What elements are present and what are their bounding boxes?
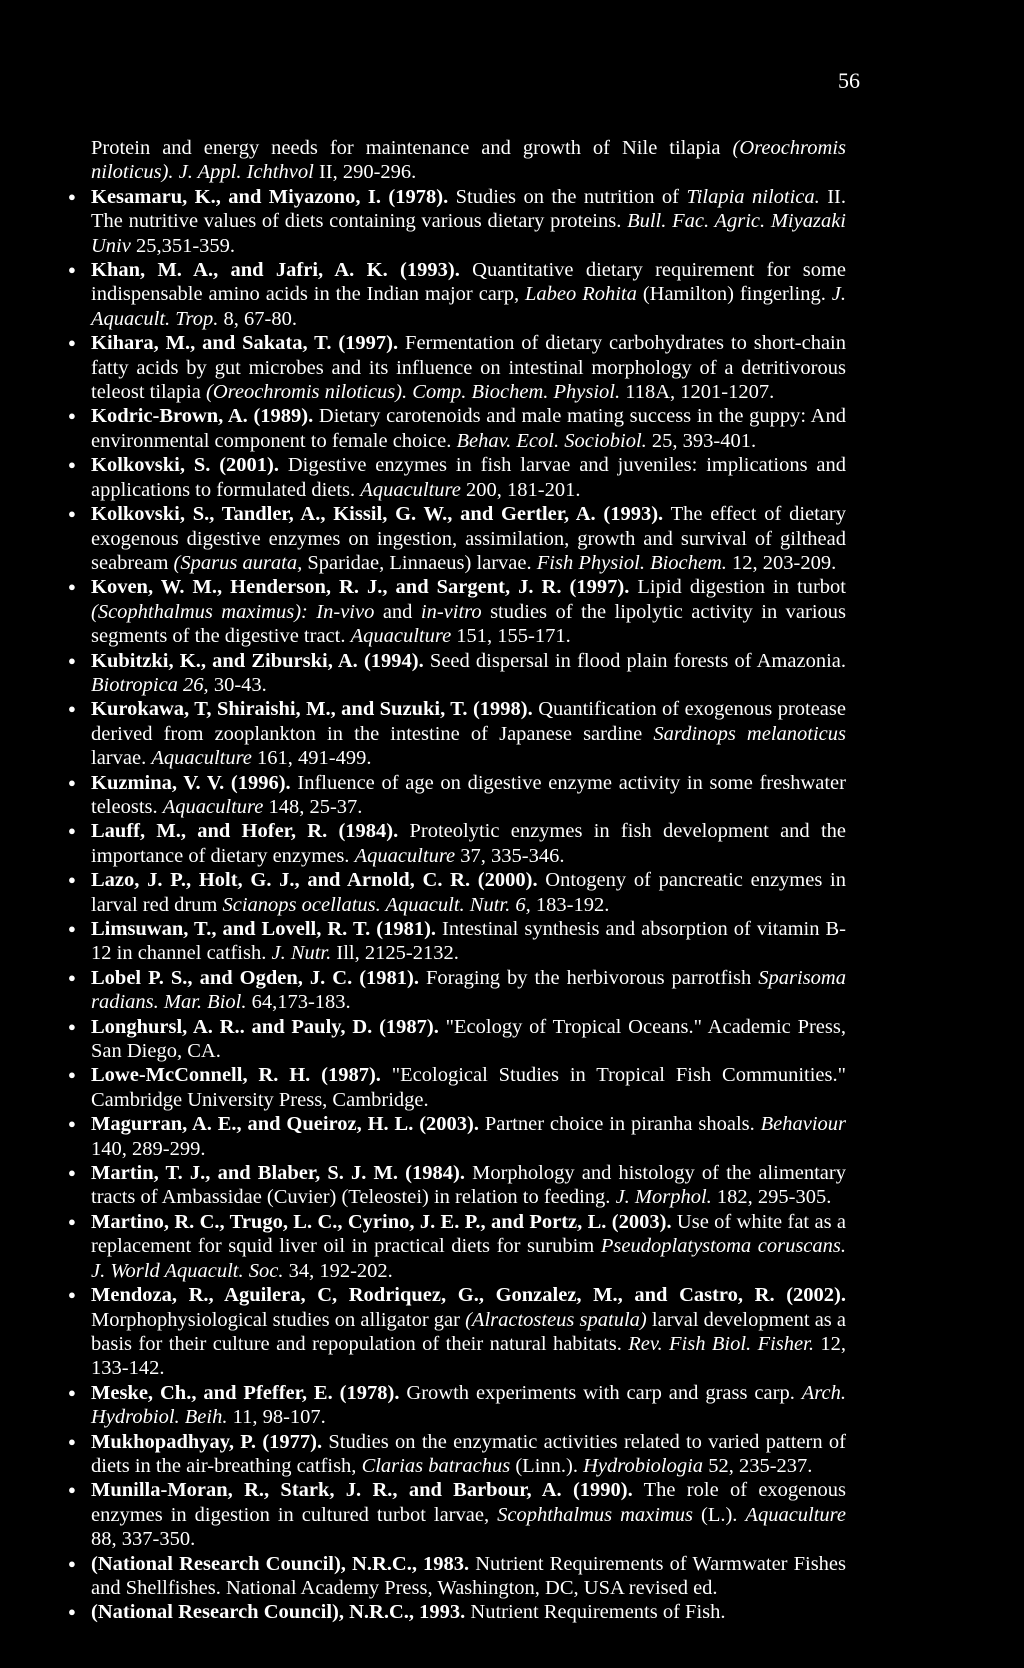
- reference-text: Studies on the nutrition of: [448, 185, 687, 208]
- reference-authors: Munilla-Moran, R., Stark, J. R., and Barbour, A. (1990).: [91, 1479, 633, 1502]
- reference-italic-text: Aquaculture: [162, 795, 264, 818]
- reference-authors: (National Research Council), N.R.C., 1983.: [91, 1552, 470, 1575]
- reference-text: Proteolytic enzymes in fish development and the importance of dietary enzymes.: [91, 820, 846, 867]
- reference-text: Influence of age on digestive enzyme activity in some freshwater teleosts.: [91, 771, 846, 818]
- reference-entry: [70, 1210, 846, 1283]
- reference-entry: [70, 1112, 846, 1161]
- reference-authors: Limsuwan, T., and Lovell, R. T. (1981).: [91, 918, 437, 940]
- reference-text: 30-43.: [208, 673, 267, 696]
- reference-authors: Martin, T. J., and Blaber, S. J. M. (1984).: [91, 1162, 465, 1185]
- reference-text: 118A, 1201-1207.: [620, 381, 775, 404]
- reference-authors: Kolkovski, S. (2001).: [91, 454, 280, 477]
- reference-italic-text: Aquaculture: [151, 747, 252, 770]
- reference-entry: [70, 917, 846, 966]
- reference-text: 34, 192-202.: [283, 1259, 393, 1282]
- reference-italic-text: Sparisoma radians. Mar. Biol.: [91, 966, 846, 1014]
- reference-entry: [70, 1161, 846, 1210]
- reference-text: Partner choice in piranha shoals.: [478, 1113, 761, 1136]
- reference-italic-text: J. Morphol.: [615, 1186, 712, 1209]
- reference-italic-text: (Scophthalmus maximus): In-vivo: [91, 600, 375, 623]
- reference-text: 182, 295-305.: [711, 1186, 832, 1209]
- reference-authors: Khan, M. A., and Jafri, A. K. (1993).: [91, 259, 460, 282]
- reference-italic-text: Scianops ocellatus. Aquacult. Nutr. 6,: [222, 893, 531, 916]
- reference-text: (L.).: [693, 1503, 746, 1526]
- reference-text: Morphology and histology of the alimentary tracts of Ambassidae (Cuvier) (Teleostei) in relation to feeding.: [91, 1162, 846, 1209]
- reference-italic-text: Aquaculture: [745, 1503, 846, 1526]
- reference-italic-text: Tilapia nilotica.: [686, 185, 820, 208]
- reference-text: Foraging by the herbivorous parrotfish: [419, 966, 759, 989]
- reference-entry: [70, 136, 846, 185]
- reference-text: 200, 181-201.: [460, 478, 581, 501]
- reference-entry: [70, 1478, 846, 1551]
- reference-text: larval development as a basis for their culture and repopulation of their natural habitats.: [91, 1308, 846, 1355]
- reference-text: Use of white fat as a replacement for squid liver oil in practical diets for surubim: [91, 1210, 846, 1258]
- reference-text: Morphophysiological studies on alligator gar: [91, 1308, 466, 1331]
- reference-text: Studies on the enzymatic activities related to varied pattern of diets in the air-breathing catfish,: [91, 1430, 846, 1477]
- reference-text: 52, 235-237.: [703, 1454, 813, 1477]
- reference-italic-text: Fish Physiol. Biochem.: [536, 551, 727, 574]
- reference-text: 11, 98-107.: [227, 1406, 326, 1429]
- reference-authors: Kodric-Brown, A. (1989).: [91, 405, 314, 428]
- reference-authors: Kolkovski, S., Tandler, A., Kissil, G. W., and Gertler, A. (1993).: [91, 503, 664, 526]
- reference-text: 25,351-359.: [130, 234, 236, 257]
- reference-entry: [70, 966, 846, 1015]
- reference-authors: Mendoza, R., Aguilera, C, Rodriquez, G., Gonzalez, M., and Castro, R. (2002).: [91, 1284, 846, 1307]
- reference-text: 140, 289-299.: [91, 1137, 206, 1160]
- reference-text: II. The nutritive values of diets containing various dietary proteins.: [91, 185, 846, 233]
- reference-entry: [70, 404, 846, 453]
- reference-italic-text: in-vitro: [420, 600, 482, 623]
- reference-italic-text: Scophthalmus maximus: [497, 1503, 693, 1526]
- reference-entry: [70, 258, 846, 331]
- reference-authors: Longhursl, A. R.. and Pauly, D. (1987).: [91, 1015, 439, 1038]
- page-number: 56: [838, 68, 860, 93]
- reference-authors: Martino, R. C., Trugo, L. C., Cyrino, J. E. P., and Portz, L. (2003).: [91, 1210, 672, 1233]
- reference-text: (Hamilton) fingerling.: [636, 283, 832, 306]
- reference-italic-text: Pseudoplatystoma coruscans. J. World Aquacult. Soc.: [91, 1235, 846, 1282]
- reference-italic-text: (Alractosteus spatula): [465, 1308, 647, 1331]
- reference-entry: [70, 868, 846, 917]
- reference-text: 8, 67-80.: [218, 307, 297, 330]
- reference-authors: Kesamaru, K., and Miyazono, I. (1978).: [91, 185, 449, 208]
- reference-entry: [70, 1381, 846, 1430]
- reference-text: and: [374, 600, 421, 623]
- reference-italic-text: Behaviour: [760, 1113, 846, 1136]
- reference-entry: [70, 649, 846, 698]
- reference-entry: [70, 1063, 846, 1112]
- reference-italic-text: J. Nutr.: [271, 942, 332, 965]
- reference-text: 161, 491-499.: [251, 747, 372, 770]
- reference-text: Fermentation of dietary carbohydrates to short-chain fatty acids by gut microbes and its influence on intestinal morphology of a detritivorous teleost tilapia: [91, 332, 847, 404]
- reference-authors: Magurran, A. E., and Queiroz, H. L. (2003).: [91, 1113, 479, 1136]
- reference-text: 183-192.: [530, 893, 610, 916]
- reference-authors: Lobel P. S., and Ogden, J. C. (1981).: [91, 966, 419, 989]
- reference-italic-text: (Oreochromis niloticus). Comp. Biochem. Physiol.: [206, 381, 621, 404]
- reference-italic-text: Labeo Rohita: [525, 283, 637, 306]
- reference-italic-text: Rev. Fish Biol. Fisher.: [628, 1332, 814, 1355]
- reference-italic-text: Aquaculture: [350, 625, 452, 648]
- reference-list: [70, 136, 846, 1625]
- reference-entry: [70, 575, 846, 648]
- reference-italic-text: Clarias batrachus: [361, 1454, 511, 1477]
- reference-entry: [70, 771, 846, 820]
- reference-entry: [70, 331, 846, 404]
- reference-entry: [70, 185, 846, 258]
- reference-authors: Lazo, J. P., Holt, G. J., and Arnold, C. R. (2000).: [91, 869, 538, 892]
- reference-text: "Ecology of Tropical Oceans." Academic Press, San Diego, CA.: [91, 1015, 846, 1063]
- reference-italic-text: Arch. Hydrobiol. Beih.: [91, 1381, 846, 1429]
- reference-authors: Kuzmina, V. V. (1996).: [91, 771, 291, 794]
- reference-authors: Kubitzki, K., and Ziburski, A. (1994).: [91, 649, 424, 672]
- reference-text: 12, 203-209.: [726, 551, 837, 574]
- reference-text: Quantification of exogenous protease derived from zooplankton in the intestine of Japanese sardine: [91, 698, 846, 745]
- reference-authors: Lowe-McConnell, R. H. (1987).: [91, 1064, 381, 1087]
- reference-italic-text: Aquaculture: [354, 844, 456, 867]
- reference-text: Ill, 2125-2132.: [331, 942, 459, 965]
- reference-authors: Kihara, M., and Sakata, T. (1997).: [91, 332, 399, 355]
- reference-italic-text: Hydrobiologia: [583, 1454, 704, 1477]
- reference-text: The role of exogenous enzymes in digestion in cultured turbot larvae,: [91, 1479, 847, 1526]
- reference-authors: Mukhopadhyay, P. (1977).: [91, 1430, 323, 1453]
- reference-authors: (National Research Council), N.R.C., 1993.: [91, 1601, 466, 1624]
- reference-text: 64,173-183.: [246, 991, 351, 1014]
- reference-entry: [70, 1015, 846, 1064]
- reference-text: Sparidae, Linnaeus) larvae.: [302, 551, 537, 574]
- reference-text: Dietary carotenoids and male mating success in the guppy: And environmental component to female choice.: [91, 405, 846, 452]
- reference-text: Intestinal synthesis and absorption of vitamin B-12 in channel catfish.: [91, 918, 846, 965]
- reference-text: Ontogeny of pancreatic enzymes in larval red drum: [91, 869, 846, 916]
- reference-text: Digestive enzymes in fish larvae and juveniles: implications and applications to formulated diets.: [91, 454, 847, 501]
- reference-italic-text: (Sparus aurata,: [173, 551, 303, 574]
- reference-text: Growth experiments with carp and grass carp.: [399, 1381, 802, 1404]
- reference-text: "Ecological Studies in Tropical Fish Communities." Cambridge University Press, Cambridge.: [91, 1064, 846, 1111]
- reference-text: 12, 133-142.: [91, 1332, 846, 1380]
- reference-italic-text: Sardinops melanoticus: [653, 722, 846, 745]
- reference-text: Lipid digestion in turbot: [629, 576, 847, 599]
- reference-text: Quantitative dietary requirement for some indispensable amino acids in the Indian major carp,: [91, 259, 846, 306]
- reference-text: 37, 335-346.: [455, 844, 565, 867]
- reference-authors: Koven, W. M., Henderson, R. J., and Sargent, J. R. (1997).: [91, 576, 630, 599]
- reference-text: studies of the lipolytic activity in various segments of the digestive tract.: [91, 600, 847, 648]
- reference-text: 88, 337-350.: [91, 1528, 196, 1551]
- reference-text: Nutrient Requirements of Fish.: [465, 1601, 726, 1624]
- reference-authors: Meske, Ch., and Pfeffer, E. (1978).: [91, 1381, 400, 1404]
- reference-text: 148, 25-37.: [263, 795, 363, 818]
- reference-text: II, 290-296.: [313, 161, 417, 184]
- reference-entry: [70, 1430, 846, 1479]
- reference-authors: Kurokawa, T, Shiraishi, M., and Suzuki, T. (1998).: [91, 698, 533, 721]
- reference-text: larvae.: [91, 747, 152, 770]
- reference-text: (Linn.).: [510, 1454, 584, 1477]
- reference-entry: [70, 1283, 846, 1381]
- reference-italic-text: Bull. Fac. Agric. Miyazaki Univ: [91, 210, 846, 257]
- reference-text: 151, 155-171.: [451, 625, 571, 648]
- reference-italic-text: Aquaculture: [360, 478, 461, 501]
- reference-text: Seed dispersal in flood plain forests of Amazonia.: [423, 649, 846, 672]
- reference-entry: [70, 1552, 846, 1601]
- reference-italic-text: J. Aquacult. Trop.: [91, 283, 846, 330]
- reference-text: Nutrient Requirements of Warmwater Fishes and Shellfishes. National Academy Press, Washington, DC, USA revised ed.: [91, 1552, 846, 1599]
- reference-text: 25, 393-401.: [646, 429, 757, 452]
- reference-italic-text: Behav. Ecol. Sociobiol.: [456, 429, 647, 452]
- reference-entry: [70, 502, 846, 575]
- reference-italic-text: (Oreochromis niloticus). J. Appl. Ichthvol: [91, 137, 846, 184]
- reference-entry: [70, 453, 846, 502]
- reference-authors: Lauff, M., and Hofer, R. (1984).: [91, 820, 399, 843]
- reference-text: The effect of dietary exogenous digestive enzymes on ingestion, assimilation, growth and survival of gilthead seabream: [91, 503, 846, 574]
- reference-entry: [70, 819, 846, 868]
- reference-text: Protein and energy needs for maintenance and growth of Nile tilapia: [91, 137, 733, 159]
- reference-entry: [70, 1600, 846, 1624]
- reference-italic-text: Biotropica 26,: [91, 673, 209, 696]
- reference-entry: [70, 697, 846, 770]
